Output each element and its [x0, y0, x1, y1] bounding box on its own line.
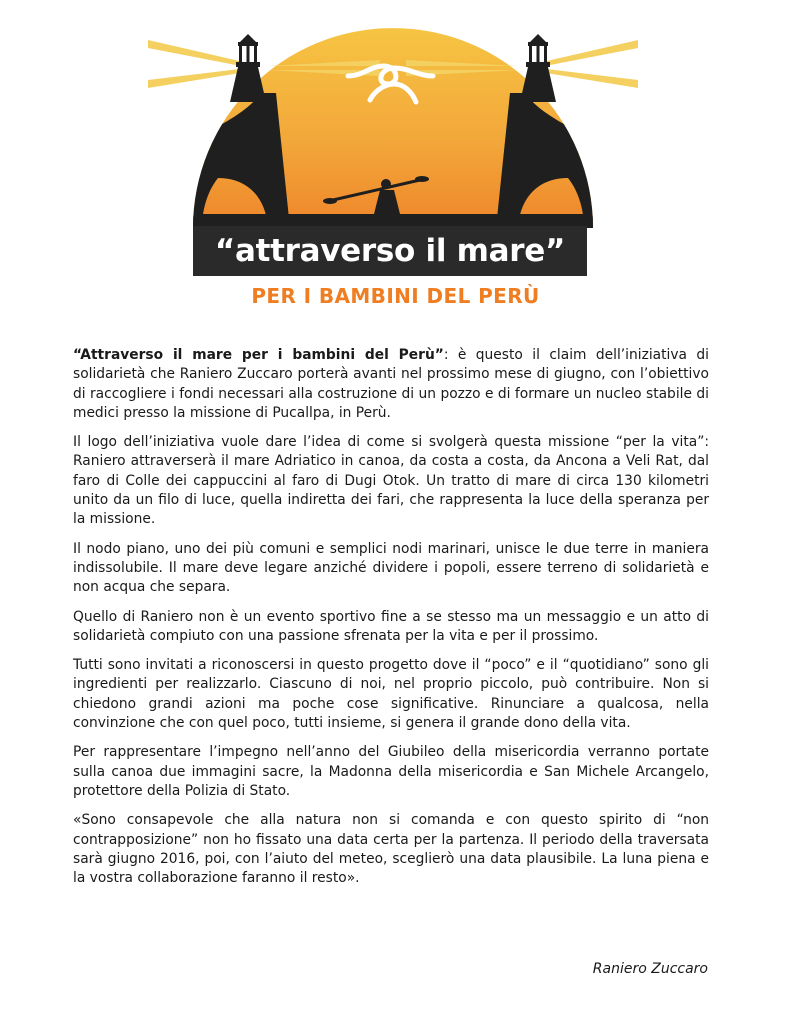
paragraph-text: «Sono consapevole che alla natura non si comanda e con questo spirito di “non contrapposizione” non ho fissato una data certa per la partenza. Il periodo della traversata sarà giugno 2016, poi, con l’aiuto del meteo, sceglierò una data plausibile. La luna piena e la vostra collaborazione faranno il resto».: [73, 812, 709, 887]
paragraph: [73, 656, 709, 733]
paragraph-lead: “Attraverso il mare per i bambini del Perù”: [73, 347, 444, 363]
paragraph-text: Il nodo piano, uno dei più comuni e semplici nodi marinari, unisce le due terre in maniera indissolubile. Il mare deve legare anziché dividere i popoli, essere terreno di solidarietà e non acqua che separa.: [73, 540, 709, 596]
paragraph: [73, 811, 709, 888]
paragraph-text: Il logo dell’iniziativa vuole dare l’idea di come si svolgerà questa missione “per la vita”: Raniero attraverserà il mare Adriatico in canoa, da costa a costa, da Ancona a Veli Rat, dal faro di Colle dei cappuccini al faro di Dugi Otok. Un tratto di mare di circa 130 kilometri unito da un filo di luce, quella indiretta dei fari, che rappresenta la luce della speranza per la missione.: [73, 434, 709, 528]
signature: Raniero Zuccaro: [592, 961, 708, 977]
paragraph-text: Tutti sono invitati a riconoscersi in questo progetto dove il “poco” e il “quotidiano” sono gli ingredienti per realizzarlo. Ciascuno di noi, nel proprio piccolo, può contribuire. Non si chiedono grandi azioni ma poche cose significative. Rinunciare a qualcosa, nella convinzione che con quel poco, tutti insieme, si genera il grande dono della vita.: [73, 657, 709, 732]
page-subtitle: PER I BAMBINI DEL PERÙ: [251, 284, 540, 308]
article-body: [73, 346, 709, 898]
paragraph-text: : è questo il claim dell’iniziativa di solidarietà che Raniero Zuccaro porterà avanti nel prossimo mese di giugno, con l’obiettivo di raccogliere i fondi necessari alla costruzione di un pozzo e di formare un nucleo stabile di medici presso la missione di Pucallpa, in Perù.: [73, 347, 709, 421]
paragraph-text: Quello di Raniero non è un evento sportivo fine a se stesso ma un messaggio e un atto di solidarietà compiuto con una passione sfrenata per la vita e per il prossimo.: [73, 608, 709, 644]
paragraph: [73, 433, 709, 529]
paragraph: [73, 608, 709, 647]
paragraph-text: Per rappresentare l’impegno nell’anno del Giubileo della misericordia verranno portate sulla canoa due immagini sacre, la Madonna della misericordia e San Michele Arcangelo, protettore della Polizia di Stato.: [73, 744, 709, 799]
title-banner: [193, 226, 587, 276]
paragraph: [73, 743, 709, 801]
lighthouse-icon: [520, 34, 556, 102]
paragraph: [73, 540, 709, 598]
page-title: “attraverso il mare”: [214, 233, 566, 269]
lighthouse-icon: [230, 34, 266, 102]
paragraph: [73, 346, 709, 423]
